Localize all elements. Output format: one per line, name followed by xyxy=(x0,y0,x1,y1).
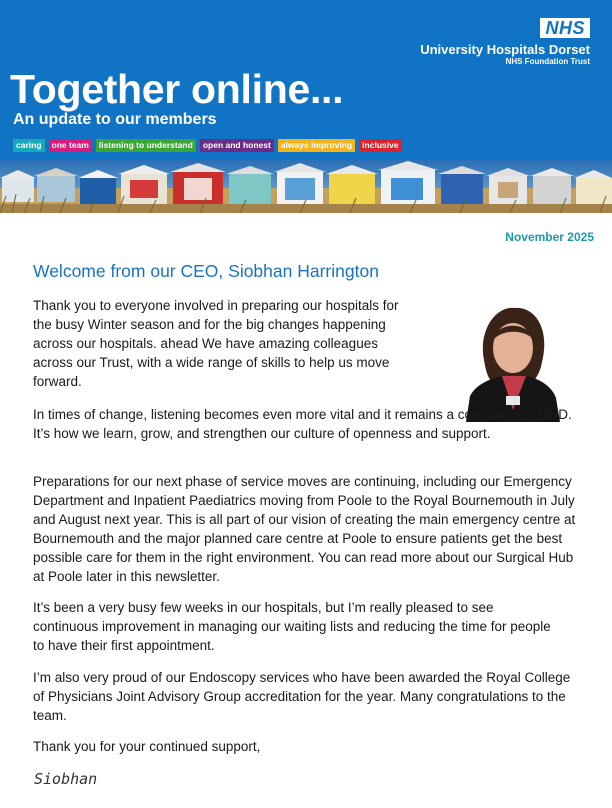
article-paragraph: I’m also very proud of our Endoscopy services who have been awarded the Royal College of Physicians Joint Advisory Group accreditation for the year. Many congratulations to the team. xyxy=(33,670,571,723)
issue-date: November 2025 xyxy=(505,230,594,244)
value-tag-one-team: one team xyxy=(49,139,92,152)
values-strip xyxy=(13,139,402,152)
article-paragraph: It’s been a very busy few weeks in our hospitals, but I’m really pleased to see continuous improvement in managing our waiting lists and reducing the time for people to have their first appointment. xyxy=(33,600,551,653)
article-paragraph: In times of change, listening becomes even more vital and it remains a core value at UHD. It’s how we learn, grow, and strengthen our culture of openness and support. xyxy=(33,407,572,441)
signature: Siobhan xyxy=(34,770,98,788)
newsletter-title: Together online... xyxy=(10,66,344,112)
value-tag-caring: caring xyxy=(13,139,45,152)
ceo-photo-icon xyxy=(456,300,566,422)
newsletter-subtitle: An update to our members xyxy=(13,111,217,128)
beach-huts-banner-icon xyxy=(0,160,612,213)
value-tag-open-honest: open and honest xyxy=(200,139,274,152)
org-name: University Hospitals Dorset xyxy=(420,42,590,57)
value-tag-always-improving: always improving xyxy=(278,139,355,152)
value-tag-listening: listening to understand xyxy=(96,139,196,152)
article-paragraph: Thank you for your continued support, xyxy=(33,739,261,754)
org-subtitle: NHS Foundation Trust xyxy=(505,57,590,66)
article-paragraph: Thank you to everyone involved in preparing our hospitals for the busy Winter season and for the big changes happening across our hospitals. ahead We have amazing colleagues across our Trust, with a wide range of skills to help us move forward. xyxy=(33,298,399,389)
nhs-logo: NHS xyxy=(540,18,590,38)
article-heading: Welcome from our CEO, Siobhan Harrington xyxy=(33,261,379,281)
article-paragraph: Preparations for our next phase of service moves are continuing, including our Emergency Department and Inpatient Paediatrics moving from Poole to the Royal Bournemouth in July and August next year. This is all part of our vision of creating the main emergency centre at Bournemouth and the major planned care centre at Poole to ensure patients get the best possible care for them in the right environment. You can read more about our Surgical Hub at Poole later in this newsletter. xyxy=(33,474,576,584)
value-tag-inclusive: inclusive xyxy=(359,139,401,152)
newsletter-header xyxy=(0,0,612,213)
